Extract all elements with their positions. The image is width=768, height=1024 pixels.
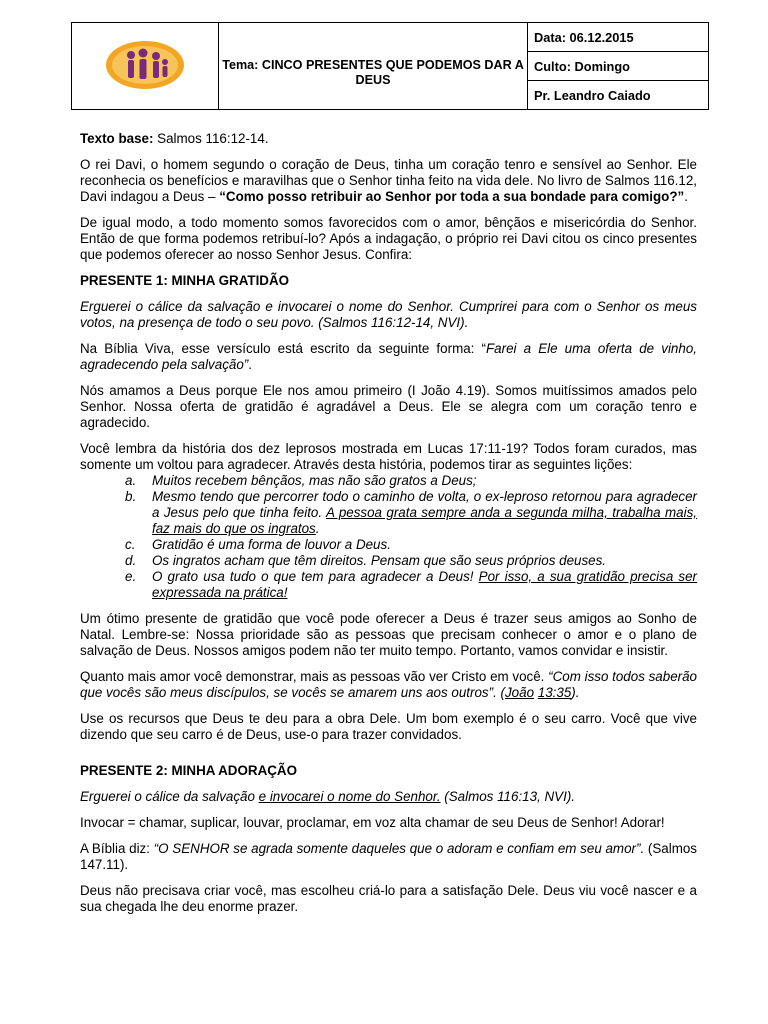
list-text: Mesmo tendo que percorrer todo o caminho de volta, o ex-leproso retornou para agradecer a Jesus pelo que tinha feito. xyxy=(152,489,697,520)
list-item xyxy=(125,489,697,537)
list-underlined-text: A pessoa grata sempre anda a segunda milha, trabalha mais, faz mais do que os ingratos xyxy=(152,505,697,536)
sermon-body xyxy=(80,131,697,925)
paragraph-9: Invocar = chamar, suplicar, louvar, proclamar, em voz alta chamar de seu Deus de Senhor! Adorar! xyxy=(80,815,665,830)
list-text: Muitos recebem bênçãos, mas não são gratos a Deus; xyxy=(152,473,477,488)
paragraph-7-quote: “Com isso todos saberão que vocês são meus discípulos, se vocês se amarem uns aos outros”. ( xyxy=(80,669,697,700)
list-marker: d. xyxy=(125,553,137,568)
list-marker: c. xyxy=(125,537,136,552)
list-text: O grato usa tudo o que tem para agradecer a Deus! xyxy=(152,569,479,584)
paragraph-10-text: A Bíblia diz: xyxy=(80,841,154,856)
paragraph-3-text: Na Bíblia Viva, esse versículo está escrito da seguinte forma: “ xyxy=(80,341,486,356)
paragraph-3 xyxy=(80,341,697,373)
list-end: . xyxy=(315,521,320,536)
culto-label: Culto: Domingo xyxy=(528,52,709,81)
section-heading-1: PRESENTE 1: MINHA GRATIDÃO xyxy=(80,273,290,288)
lessons-list xyxy=(80,473,697,601)
verse-1: Erguerei o cálice da salvação e invocarei o nome do Senhor. Cumprirei para com o Senhor os meus votos, na presença de todo o seu povo. (Salmos 116:12-14, NVI). xyxy=(80,299,697,330)
paragraph-2: De igual modo, a todo momento somos favorecidos com o amor, bênçãos e misericórdia do Senhor. Então de que forma podemos retribuí-lo? Após a indagação, o próprio rei Davi citou os cinco presentes que podemos oferecer ao nosso Senhor Jesus. Confira: xyxy=(80,215,697,262)
verse-2-ref: (Salmos 116:13, NVI). xyxy=(440,789,576,804)
paragraph-7-end: ). xyxy=(571,685,580,700)
tema-title: Tema: CINCO PRESENTES QUE PODEMOS DAR A DEUS xyxy=(219,23,528,110)
list-item xyxy=(125,553,697,569)
list-underlined-text: Por isso, a sua gratidão precisa ser expressada na prática! xyxy=(152,569,697,600)
scripture-link-joao: João xyxy=(504,685,535,700)
list-text: Gratidão é uma forma de louvor a Deus. xyxy=(152,537,391,552)
paragraph-3-end: . xyxy=(248,357,252,372)
church-family-logo-icon xyxy=(105,40,185,90)
list-item xyxy=(125,473,697,489)
paragraph-10-ref: (Salmos 147.11). xyxy=(80,841,698,872)
header-table xyxy=(71,22,709,110)
texto-base-ref: Salmos 116:12-14. xyxy=(153,131,269,146)
section-heading-2: PRESENTE 2: MINHA ADORAÇÃO xyxy=(80,763,297,778)
paragraph-11: Deus não precisava criar você, mas escolheu criá-lo para a satisfação Dele. Deus viu você nascer e a sua chegada lhe deu enorme prazer. xyxy=(80,883,697,914)
paragraph-6: Um ótimo presente de gratidão que você pode oferecer a Deus é trazer seus amigos ao Sonho de Natal. Lembre-se: Nossa prioridade são as pessoas que precisam conhecer o amor e o plano de salvação de Deus. Nossos amigos podem não ter muito tempo. Portanto, vamos convidar e insistir. xyxy=(80,611,697,658)
verse-2 xyxy=(80,789,697,805)
paragraph-8: Use os recursos que Deus te deu para a obra Dele. Um bom exemplo é o seu carro. Você que vive dizendo que seu carro é de Deus, use-o para trazer convidados. xyxy=(80,711,697,742)
scripture-link-verse: 13:35 xyxy=(537,685,572,700)
paragraph-5: Você lembra da história dos dez leprosos mostrada em Lucas 17:11-19? Todos foram curados, mas somente um voltou para agradecer. Através desta história, podemos tirar as seguintes lições: xyxy=(80,441,697,472)
paragraph-3-quote: Farei a Ele uma oferta de vinho, agradecendo pela salvação” xyxy=(80,341,697,372)
list-marker: e. xyxy=(125,569,137,584)
date-label: Data: 06.12.2015 xyxy=(528,23,709,52)
paragraph-4: Nós amamos a Deus porque Ele nos amou primeiro (I João 4.19). Somos muitíssimos amados pelo Senhor. Nossa oferta de gratidão é agradável a Deus. Ele se alegra com um coração tenro e agradecido. xyxy=(80,383,697,430)
paragraph-intro-end: . xyxy=(684,189,688,204)
list-text: Os ingratos acham que têm direitos. Pensam que são seus próprios deuses. xyxy=(152,553,607,568)
paragraph-10 xyxy=(80,841,697,873)
pastor-label: Pr. Leandro Caiado xyxy=(528,81,709,110)
texto-base-label: Texto base: xyxy=(80,131,154,146)
list-item xyxy=(125,537,697,553)
paragraph-10-quote: “O SENHOR se agrada somente daqueles que o adoram e confiam em seu amor”. xyxy=(153,841,645,856)
list-marker: b. xyxy=(125,489,137,504)
list-marker: a. xyxy=(125,473,137,488)
verse-2-text: Erguerei o cálice da salvação xyxy=(80,789,259,804)
paragraph-intro-quote: “Como posso retribuir ao Senhor por toda a sua bondade para comigo?” xyxy=(219,189,685,204)
paragraph-intro-text: O rei Davi, o homem segundo o coração de Deus, tinha um coração tenro e sensível ao Senhor. Ele reconhecia os benefícios e maravilhas que o Senhor tinha feito na vida dele. No livro de Salmos 116.12, Davi indagou a Deus – xyxy=(80,157,697,204)
paragraph-7-text: Quanto mais amor você demonstrar, mais as pessoas vão ver Cristo em você. xyxy=(80,669,549,684)
paragraph-intro xyxy=(80,157,697,205)
paragraph-7 xyxy=(80,669,697,701)
texto-base xyxy=(80,131,697,147)
logo-cell xyxy=(72,23,219,110)
verse-2-underlined: e invocarei o nome do Senhor. xyxy=(258,789,441,804)
list-item xyxy=(125,569,697,601)
